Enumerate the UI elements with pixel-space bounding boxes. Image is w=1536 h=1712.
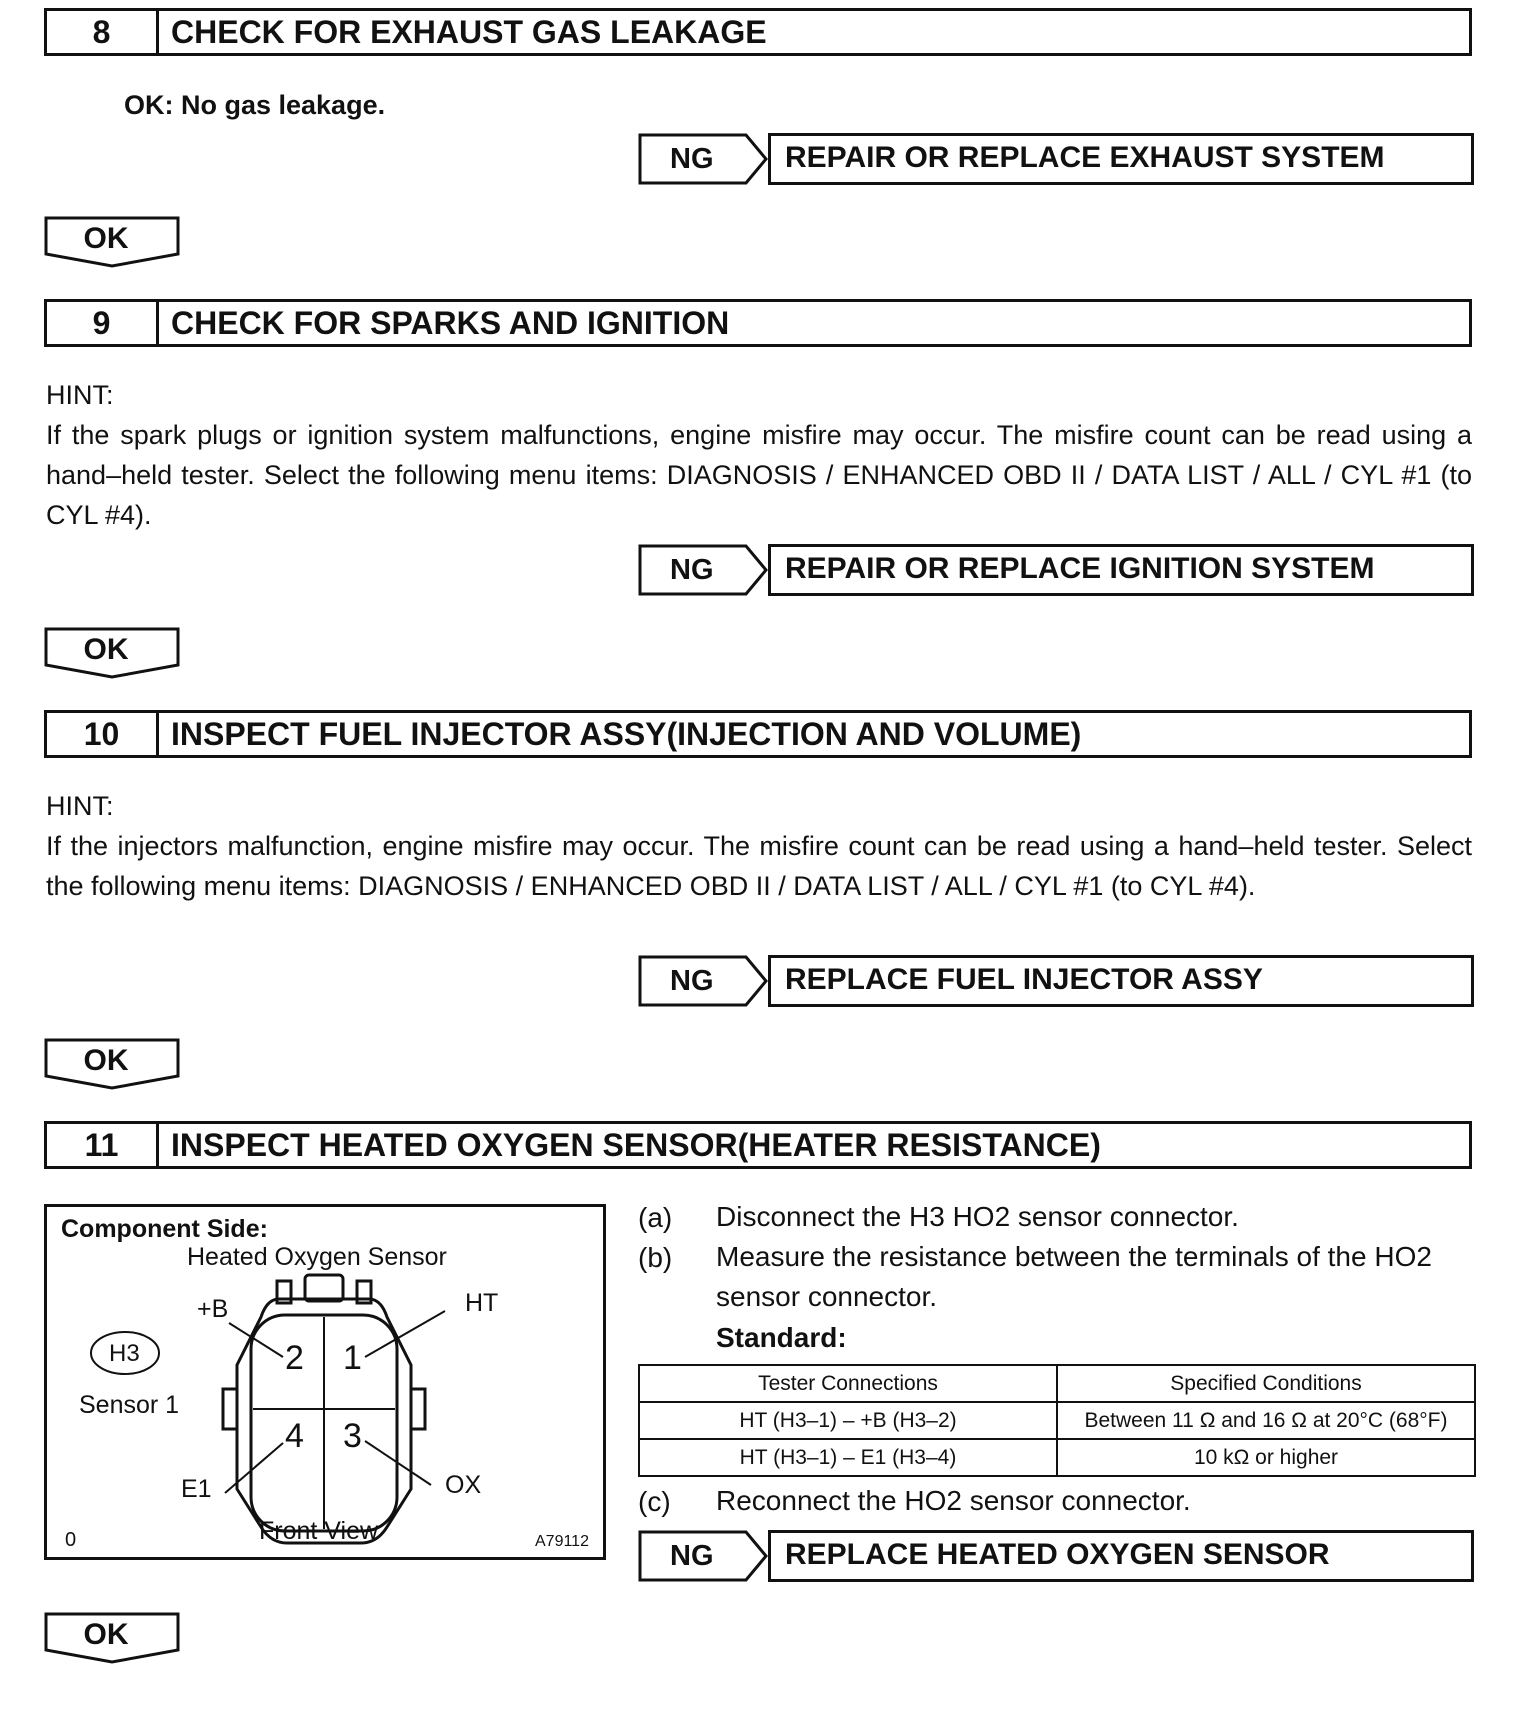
table-header-row <box>639 1365 1475 1402</box>
table-header-cell: Specified Conditions <box>1057 1365 1475 1402</box>
corner-mark: 0 <box>65 1529 77 1551</box>
ng-branch-step-10 <box>638 955 1474 1007</box>
table-cell: 10 kΩ or higher <box>1057 1439 1475 1476</box>
component-side-label: Component Side: <box>61 1215 268 1243</box>
ok-branch-step-9 <box>44 627 182 677</box>
ok-branch-step-8 <box>44 216 182 266</box>
step-10-header <box>44 710 1472 758</box>
ok-label: OK <box>83 1044 129 1077</box>
step-8-header <box>44 8 1472 56</box>
terminal-plus-b: +B <box>197 1295 229 1323</box>
sub-step-letter: (a) <box>638 1202 673 1233</box>
step-title: INSPECT HEATED OXYGEN SENSOR(HEATER RESISTANCE) <box>171 1127 1101 1163</box>
ng-label: NG <box>670 1540 714 1572</box>
table-row <box>639 1402 1475 1439</box>
ok-condition: OK: No gas leakage. <box>124 90 386 120</box>
figure-id: A79112 <box>535 1533 589 1550</box>
sub-step-letter: (c) <box>638 1486 671 1517</box>
table-cell: HT (H3–1) – E1 (H3–4) <box>639 1439 1057 1476</box>
step-number: 10 <box>47 713 159 755</box>
sub-step-text: Disconnect the H3 HO2 sensor connector. <box>716 1201 1239 1232</box>
table-cell: Between 11 Ω and 16 Ω at 20°C (68°F) <box>1057 1402 1475 1439</box>
table-header-cell: Tester Connections <box>639 1365 1057 1402</box>
connector-code: H3 <box>109 1340 140 1367</box>
ok-label: OK <box>83 222 129 255</box>
pin-4: 4 <box>285 1417 304 1455</box>
step-title: INSPECT FUEL INJECTOR ASSY(INJECTION AND VOLUME) <box>171 716 1082 752</box>
step-number: 9 <box>47 302 159 344</box>
table-cell: HT (H3–1) – +B (H3–2) <box>639 1402 1057 1439</box>
ok-branch-step-10 <box>44 1038 182 1088</box>
step-number: 8 <box>47 11 159 53</box>
sub-step-letter: (b) <box>638 1242 673 1273</box>
connector-drawing <box>47 1207 603 1557</box>
sensor-position-label: Sensor 1 <box>79 1391 180 1419</box>
ok-label: OK <box>83 633 129 666</box>
ng-label: NG <box>670 554 714 586</box>
ng-label: NG <box>670 965 714 997</box>
step-9-header <box>44 299 1472 347</box>
terminal-ox: OX <box>445 1471 482 1499</box>
sensor-name-label: Heated Oxygen Sensor <box>187 1243 447 1271</box>
pin-1: 1 <box>343 1339 362 1377</box>
standard-label: Standard: <box>716 1322 847 1353</box>
pin-2: 2 <box>285 1339 304 1377</box>
resistance-spec-table <box>638 1364 1476 1477</box>
ng-action: REPLACE FUEL INJECTOR ASSY <box>768 955 1474 1007</box>
terminal-ht: HT <box>465 1289 499 1317</box>
hint-label: HINT: <box>46 380 114 410</box>
step-11-header <box>44 1121 1472 1169</box>
ng-action: REPAIR OR REPLACE IGNITION SYSTEM <box>768 544 1474 596</box>
ng-action: REPLACE HEATED OXYGEN SENSOR <box>768 1530 1474 1582</box>
pin-3: 3 <box>343 1417 362 1455</box>
table-row <box>639 1439 1475 1476</box>
hint-label: HINT: <box>46 791 114 821</box>
sub-step-text: Reconnect the HO2 sensor connector. <box>716 1485 1191 1516</box>
step-title: CHECK FOR SPARKS AND IGNITION <box>171 305 730 341</box>
hint-text: If the spark plugs or ignition system malfunctions, engine misfire may occur. The misfire count can be read using a hand–held tester. Select the following menu items: DIAGNOSIS / ENHANCED OBD II / DATA LIST / ALL / CYL #1 (to CYL #4). <box>46 420 1472 530</box>
ng-branch-step-11 <box>638 1530 1474 1582</box>
terminal-e1: E1 <box>181 1475 212 1503</box>
hint-text: If the injectors malfunction, engine misfire may occur. The misfire count can be read using a hand–held tester. Select the following menu items: DIAGNOSIS / ENHANCED OBD II / DATA LIST / ALL / CYL #1 (to CYL #4). <box>46 831 1472 901</box>
step-title: CHECK FOR EXHAUST GAS LEAKAGE <box>171 14 767 50</box>
ng-branch-step-9 <box>638 544 1474 596</box>
sub-step-text: Measure the resistance between the terminals of the HO2 sensor connector. <box>716 1241 1432 1312</box>
ok-branch-step-11 <box>44 1612 182 1662</box>
connector-diagram <box>44 1204 606 1560</box>
ng-label: NG <box>670 143 714 175</box>
step-number: 11 <box>47 1124 159 1166</box>
ng-action: REPAIR OR REPLACE EXHAUST SYSTEM <box>768 133 1474 185</box>
view-label: Front View <box>259 1517 379 1545</box>
ok-label: OK <box>83 1618 129 1651</box>
ng-branch-step-8 <box>638 133 1474 185</box>
